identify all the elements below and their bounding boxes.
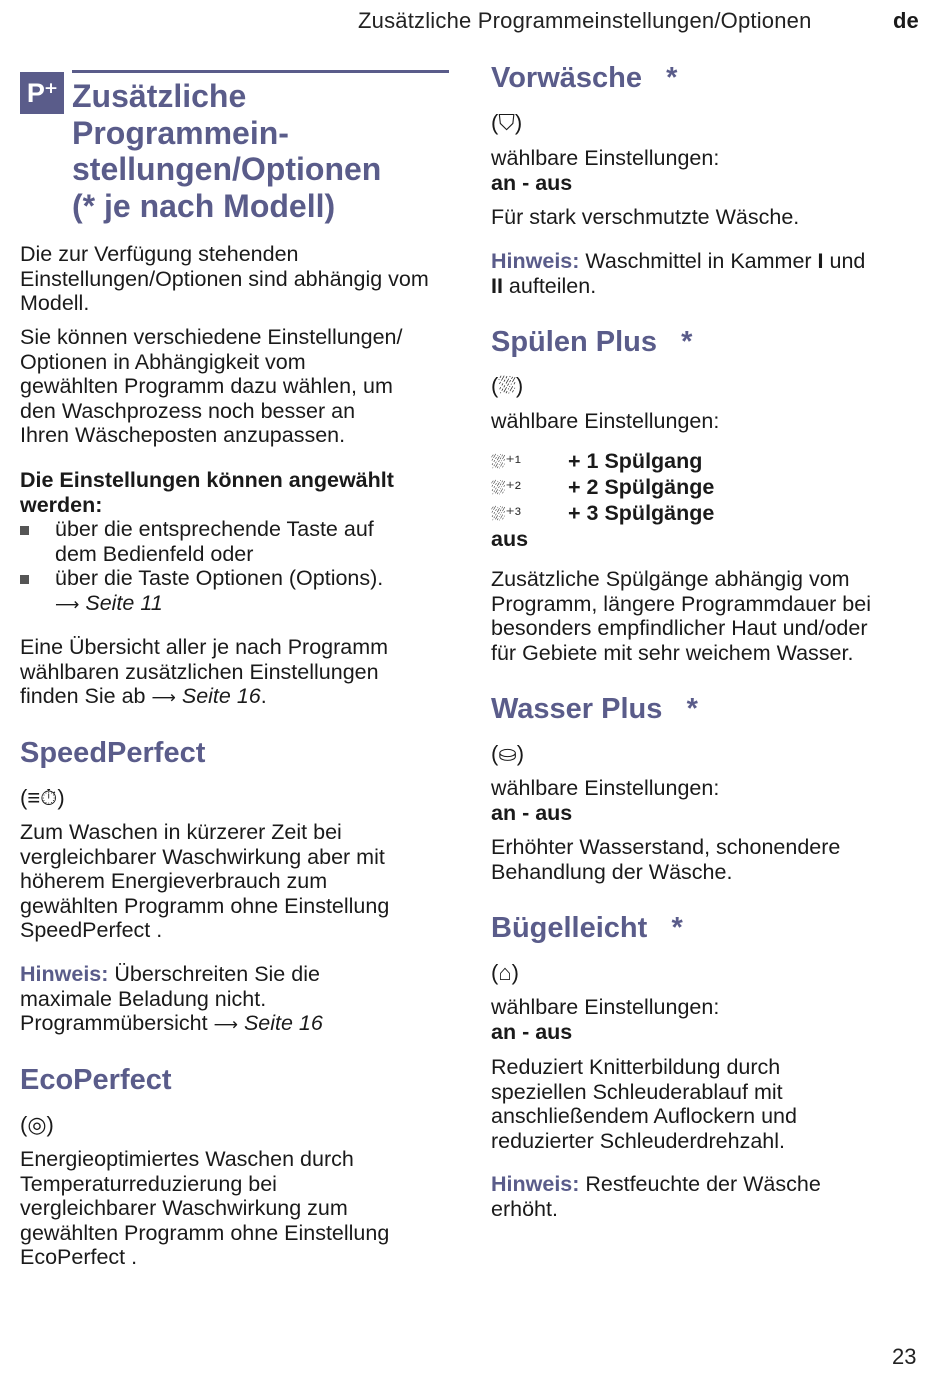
water-plus-heading: Wasser Plus * [491, 693, 698, 725]
rinse-icon: (⛆) [491, 373, 524, 398]
page-reference-link[interactable]: ⟶ Seite 11 [55, 590, 163, 615]
bold-lead: Die Einstellungen können angewählt werden: [20, 468, 394, 517]
prewash-text: Für stark verschmutzte Wäsche. [491, 205, 800, 229]
iron-icon: (⌂) [491, 960, 519, 985]
water-text: Erhöhter Wasserstand, schonendere Behandlung der Wäsche. [491, 835, 841, 884]
prewash-note: Hinweis: Waschmittel in Kammer I und II aufteilen. [491, 249, 866, 298]
speedperfect-heading: SpeedPerfect [20, 737, 206, 769]
list-item: über die Taste Optionen (Options). ⟶ Seite 11 [20, 566, 452, 617]
intro-paragraph-2: Sie können verschiedene Einstellungen/ Optionen in Abhängigkeit vom gewählten Programm dazu wählen, um den Waschprozess noch besser an Ihren Wäscheposten anzupassen. [20, 325, 403, 448]
title-rule [72, 70, 449, 73]
water-settings: wählbare Einstellungen: an - aus [491, 776, 720, 825]
page-reference-link[interactable]: ⟶ Seite 16 [151, 684, 261, 709]
rinse-settings-label: wählbare Einstellungen: [491, 409, 720, 433]
rinse-plus1-icon: ⛆⁺¹ [491, 452, 521, 472]
language-tag: de [893, 8, 919, 33]
prewash-settings: wählbare Einstellungen: an - aus [491, 146, 720, 195]
prewash-icon: (⛉) [491, 110, 523, 135]
iron-text: Reduziert Knitterbildung durch speziellen Schleuderablauf mit anschließendem Auflockern und reduzierter Schleuderdrehzahl. [491, 1055, 797, 1153]
speedperfect-text: Zum Waschen in kürzerer Zeit bei vergleichbarer Waschwirkung aber mit höherem Energieverbrauch zum gewählten Programm ohne Einstellung SpeedPerfect . [20, 820, 390, 943]
speedperfect-note: Hinweis: Überschreiten Sie die maximale Beladung nicht. Programmübersicht ⟶ Seite 16 [20, 962, 323, 1036]
rinse-plus3-icon: ⛆⁺³ [491, 504, 521, 524]
page-title: Zusätzliche Programmein- stellungen/Optionen (* je nach Modell) [72, 78, 382, 224]
running-header: Zusätzliche Programmeinstellungen/Optionen [358, 8, 812, 33]
page-reference-link[interactable]: ⟶ Seite 16 [213, 1011, 323, 1036]
option-bullets [20, 517, 452, 617]
intro-paragraph-1: Die zur Verfügung stehenden Einstellungen/Optionen sind abhängig vom Modell. [20, 242, 429, 316]
ecoperfect-icon: (◎) [20, 1112, 54, 1137]
page-number: 23 [892, 1344, 917, 1369]
rinse-off: aus [491, 527, 529, 551]
rinse-text: Zusätzliche Spülgänge abhängig vom Programm, längere Programmdauer bei besonders empfindlicher Haut und/oder für Gebiete mit sehr weichem Wasser. [491, 567, 871, 665]
iron-settings: wählbare Einstellungen: an - aus [491, 995, 720, 1044]
speedperfect-icon: (≡⏱) [20, 785, 65, 810]
prewash-heading: Vorwäsche * [491, 62, 678, 94]
easy-iron-heading: Bügelleicht * [491, 912, 683, 944]
rinse-option-2: ⛆⁺² + 2 Spülgänge [491, 475, 715, 499]
ecoperfect-heading: EcoPerfect [20, 1064, 172, 1096]
list-item: über die entsprechende Taste auf dem Bedienfeld oder [20, 517, 452, 566]
rinse-option-1: ⛆⁺¹ + 1 Spülgang [491, 449, 703, 473]
rinse-option-3: ⛆⁺³ + 3 Spülgänge [491, 501, 715, 525]
water-plus-icon: (⛀) [491, 741, 525, 766]
overview-paragraph: Eine Übersicht aller je nach Programm wählbaren zusätzlichen Einstellungen finden Sie ab ⟶ Seite 16. [20, 635, 389, 709]
rinse-plus-heading: Spülen Plus * [491, 326, 693, 358]
iron-note: Hinweis: Restfeuchte der Wäsche erhöht. [491, 1172, 821, 1221]
rinse-plus2-icon: ⛆⁺² [491, 478, 521, 498]
ecoperfect-text: Energieoptimiertes Waschen durch Temperaturreduzierung bei vergleichbarer Waschwirkung zum gewählten Programm ohne Einstellung EcoPerfect . [20, 1147, 390, 1270]
program-plus-icon: P⁺ [20, 72, 64, 114]
